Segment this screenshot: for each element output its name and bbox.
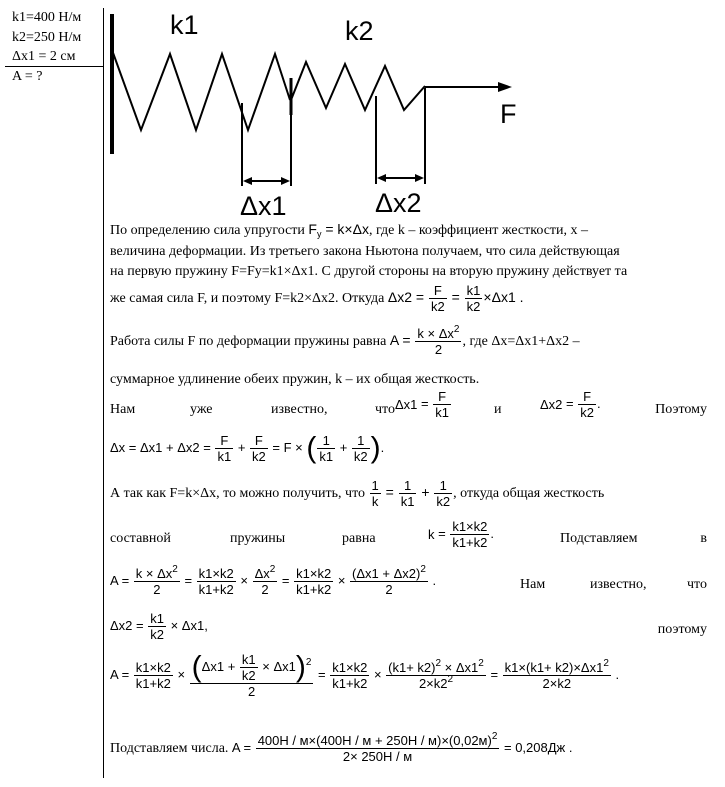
text-line-1: По определению сила упругости $F_у = k\times\Delta x$, где k – коэффициент жесткости, x –: [110, 221, 589, 239]
label-dx1: Δx1: [240, 191, 287, 221]
given-dx1: Δx1 = 2 см: [12, 49, 76, 64]
given-find: A = ?: [12, 69, 43, 84]
text-line-4: же самая сила F, и поэтому F=k2×Δx2. Откуда Δx2 = $\frac{F}{k2}$ = $\frac{k1}{k2}$ ×Δx1 .: [110, 283, 524, 314]
formula-A-big: A = $\frac{k1\times k2}{k1+k2}$ × (Δx1 + $\frac{k1}{k2}$ × Δx1)$^2$ 2 = $\frac{k1\times k2}{k1+k2}$ × $\frac{(k1+ k2)^2 \times \Delta x1^2}{2\times k2^2}$ = $\frac{k1\times(k1+ k2)\times\Delta x1^2}{2\times k2}$ .: [110, 650, 620, 699]
formula-A-sub: A = $\frac{k \times \Delta x^2}{2}$ = $\frac{k1\times k2}{k1+k2}$ × $\frac{\Delta x^2}{2}$ = $\frac{k1\times k2}{k1+k2}$ × $\frac{(\Delta x1 + \Delta x2)^2}{2}$ .: [110, 564, 437, 597]
label-k1: k1: [170, 10, 199, 40]
frac-k1-k2: $\frac{k1}{k2}$: [466, 283, 481, 314]
text-line-11: Нам известно, что: [520, 577, 707, 592]
force-arrow-head: [498, 82, 512, 92]
text-line-3: на первую пружину F=Fy=k1×Δx1. С другой стороны на вторую пружину действует та: [110, 264, 628, 279]
text-line-14: Подставляем числа. A = $\frac{400Н / м\times(400Н / м + 250Н / м)\times(0,02м)^2}{2\times 250Н / м}$ = 0,208Дж .: [110, 731, 573, 764]
frac-F-k2: $\frac{F}{k2}$: [430, 283, 445, 314]
text-line-5: Работа силы F по деформации пружины равна A = $\frac{k \times \Delta x^2}{2}$ , где Δx=Δx1+Δx2 –: [110, 324, 580, 357]
formula-dx-sum: Δx = Δx1 + Δx2 = $\frac{F}{k1}$ + $\frac{F}{k2}$ = F × ( $\frac{1}{k1}$ + $\frac{1}{k2}$ ).: [110, 431, 385, 465]
formula-dx2: Δx2 = $\frac{k1}{k2}$ × Δx1,: [110, 611, 208, 642]
given-k1: k1=400 Н/м: [12, 10, 82, 25]
spring-k1: [112, 50, 290, 130]
label-dx2: Δx2: [375, 188, 422, 218]
label-force: F: [500, 99, 517, 129]
frac-work: $\frac{k \times \Delta x^2}{2}$: [417, 324, 460, 357]
spring-k2: [291, 62, 425, 110]
text-line-6: суммарное удлинение обеих пружин, k – их общая жесткость.: [110, 372, 480, 387]
label-k2: k2: [345, 16, 374, 46]
text-line-12: поэтому: [657, 622, 707, 637]
given-k2: k2=250 Н/м: [12, 30, 82, 45]
text-line-2: величина деформации. Из третьего закона Ньютона получаем, что сила действующая: [110, 244, 620, 259]
text-line-9: А так как F=k×Δx, то можно получить, что $\frac{1}{k}$ = $\frac{1}{k1}$ + $\frac{1}{k2}$ , откуда общая жесткость: [110, 478, 605, 509]
